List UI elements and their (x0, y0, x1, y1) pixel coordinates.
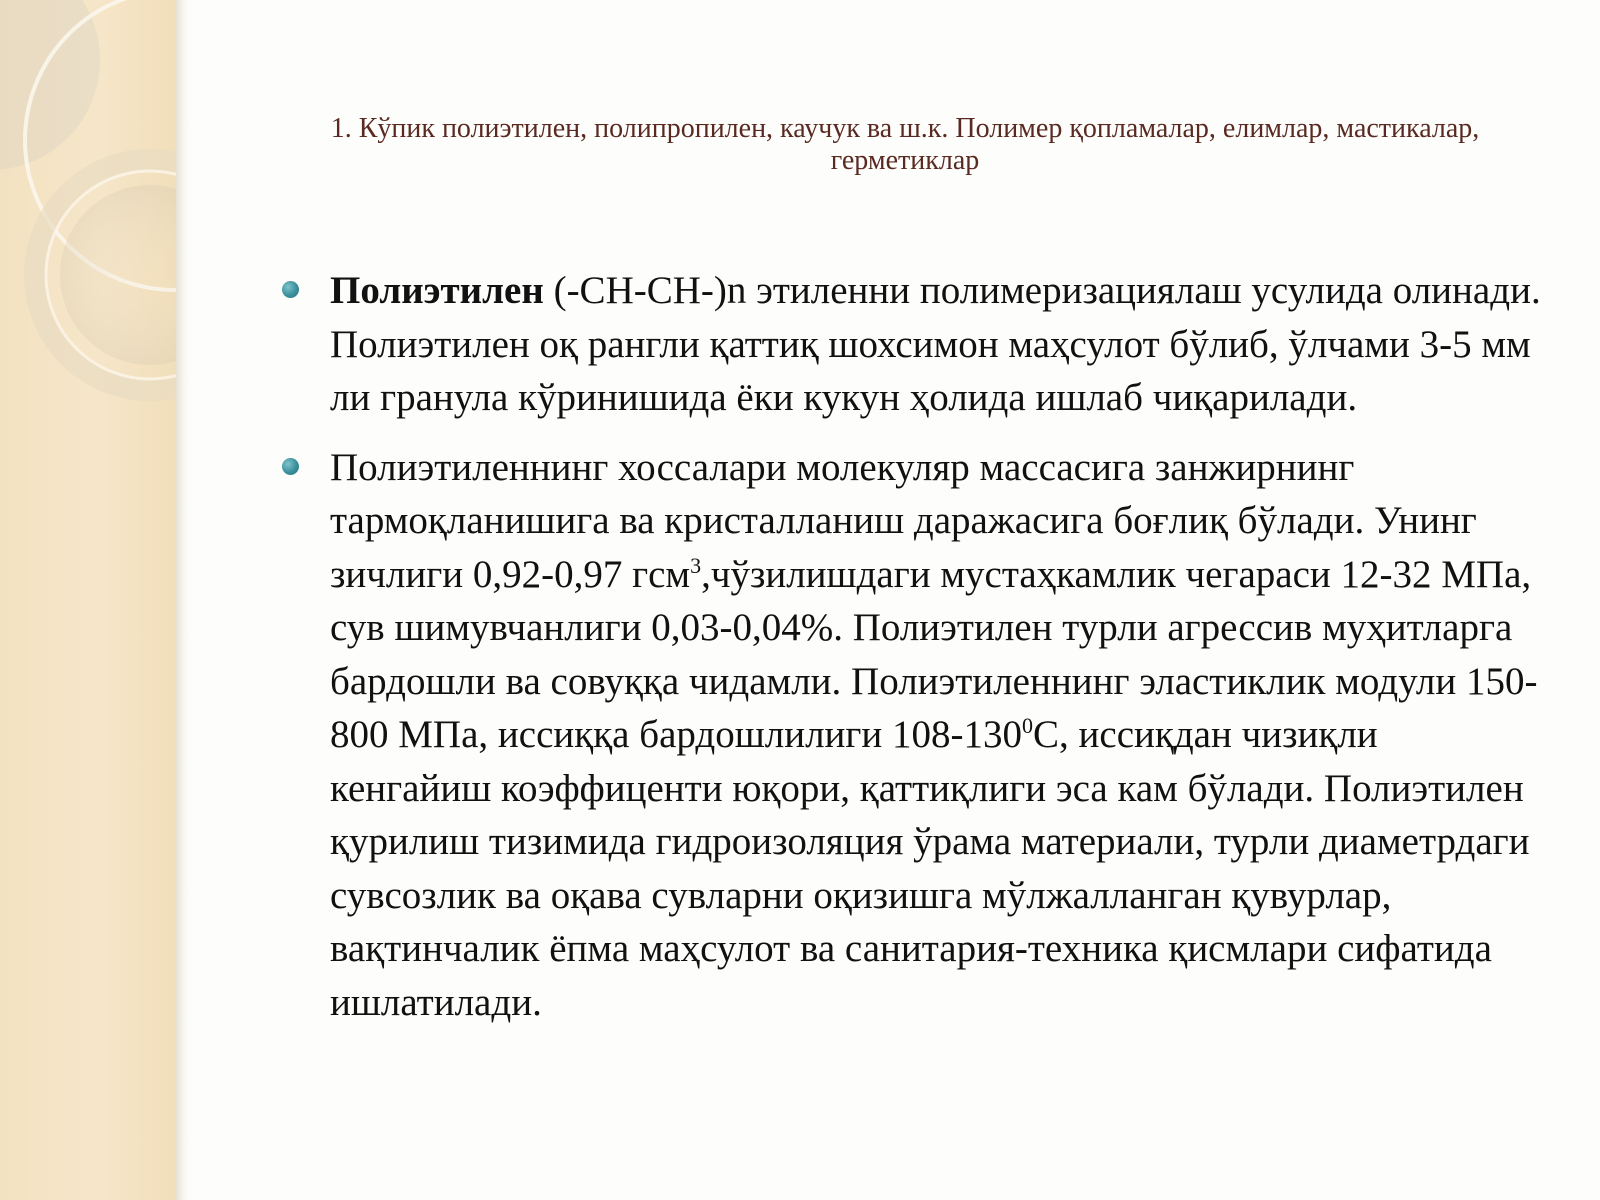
bullet-dot-icon (282, 458, 299, 475)
decorative-side-panel (0, 0, 176, 1200)
bullet-item (282, 264, 1542, 425)
bullet-term: Полиэтилен (330, 269, 544, 312)
bullet-item (282, 441, 1542, 1030)
bullet-text-part: ,чўзилишдаги мустаҳкамлик чегараси 12-32 МПа, сув шимувчанлиги 0,03-0,04%. Полиэтилен турли агрессив муҳитларга бардошли ва совуққа чидамли. Полиэтиленнинг эластиклик модули 150-800 МПа, иссиққа бардошлилиги 108-130 (330, 552, 1538, 756)
bullet-list (282, 264, 1542, 1045)
decorative-rings-graphic (0, 0, 176, 420)
slide-title: 1. Кўпик полиэтилен, полипропилен, каучук ва ш.к. Полимер қопламалар, елимлар, мастикалар, герметиклар (330, 113, 1480, 176)
bullet-text-part: С, иссиқдан чизиқли кенгайиш коэффиценти юқори, қаттиқлиги эса кам бўлади. Полиэтилен қурилиш тизимида гидроизоляция ўрама материали, турли диаметрдаги сувсозлик ва оқава сувларни оқизишга мўлжалланган қувурлар, вақтинчалик ёпма маҳсулот ва санитария-техника қисмлари сифатида ишлатилади. (330, 713, 1530, 1024)
superscript: 3 (690, 552, 702, 578)
bullet-text-part: Полиэтиленнинг хоссалари молекуляр массасига занжирнинг тармоқланишига ва кристалланиш даражасига боғлиқ бўлади. Унинг зичлиги 0,92-0,97 гсм (330, 445, 1477, 596)
side-panel-shadow (176, 0, 190, 1200)
bullet-dot-icon (282, 281, 299, 298)
superscript: 0 (1022, 713, 1034, 738)
bullet-text: (-СН-СН-)n этиленни полимеризациялаш усулида олинади. Полиэтилен оқ рангли қаттиқ шохсимон маҳсулот бўлиб, ўлчами 3-5 мм ли гранула кўринишида ёки кукун ҳолида ишлаб чиқарилади. (330, 269, 1541, 419)
